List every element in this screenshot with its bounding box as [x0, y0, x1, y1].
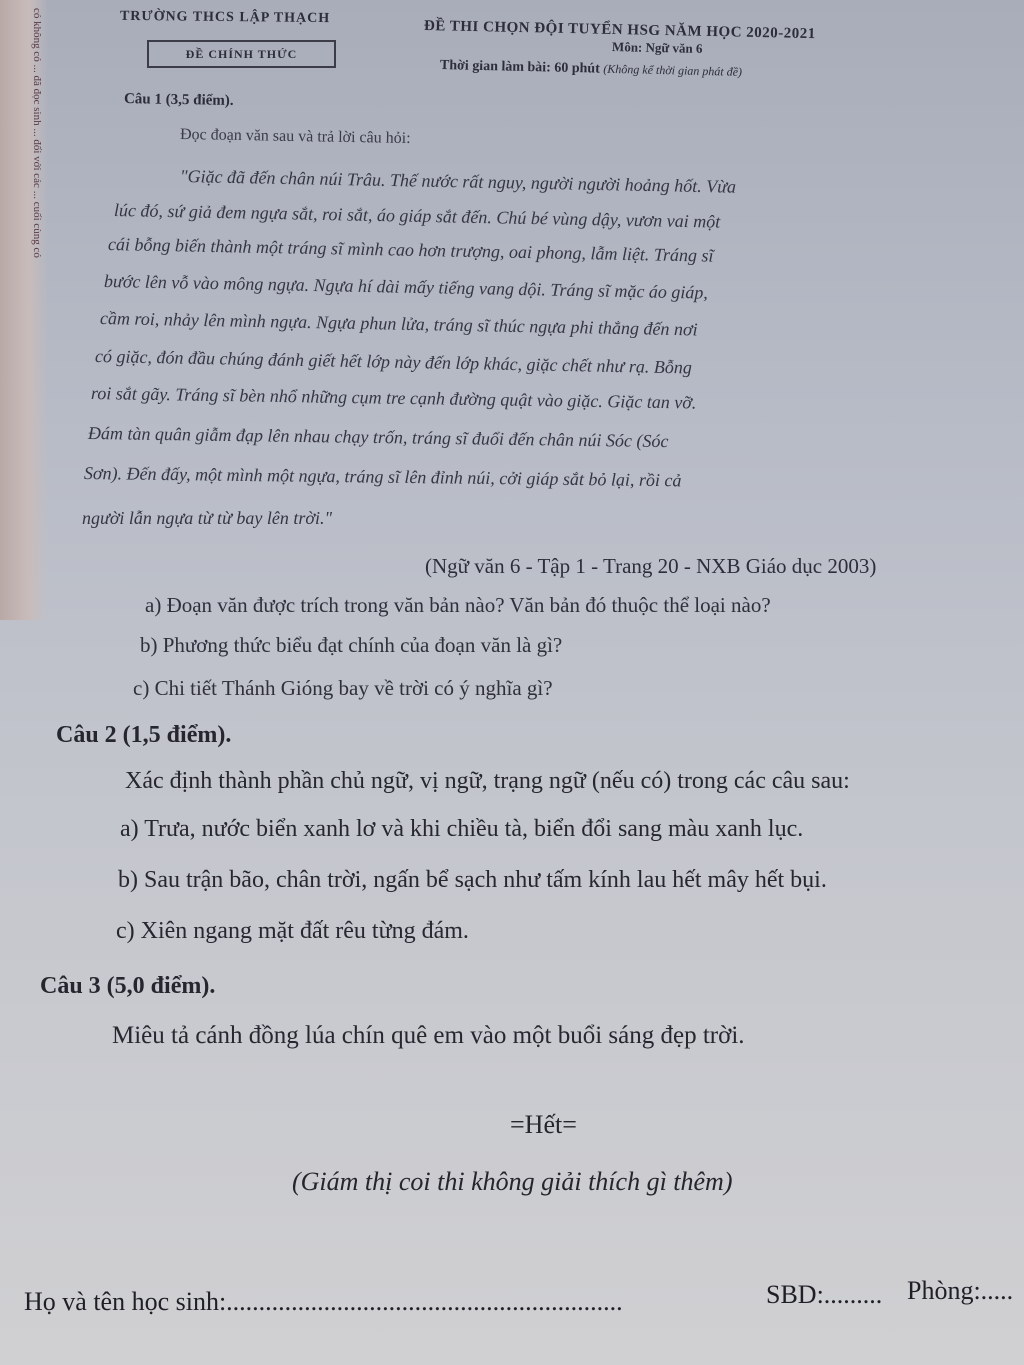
proctor-note: (Giám thị coi thi không giải thích gì thêm) — [292, 1167, 733, 1196]
room-field: Phòng:..... — [907, 1276, 1014, 1305]
end-mark: =Hết= — [510, 1110, 577, 1139]
sbd-field: SBD:......... — [766, 1280, 883, 1309]
question-2-title: Câu 2 (1,5 điểm). — [56, 722, 232, 748]
passage-line: cái bỗng biến thành một tráng sĩ mình cao hơn trượng, oai phong, lẫm liệt. Tráng sĩ — [107, 234, 714, 266]
official-badge: ĐỀ CHÍNH THỨC — [147, 40, 336, 68]
question-1-title: Câu 1 (3,5 điểm). — [123, 91, 234, 109]
passage-line: roi sắt gãy. Tráng sĩ bèn nhổ những cụm tre cạnh đường quật vào giặc. Giặc tan vỡ. — [90, 383, 697, 413]
passage-line: Sơn). Đến đấy, một mình một ngựa, tráng sĩ lên đỉnh núi, cởi giáp sắt bỏ lại, rồi cả — [83, 463, 682, 491]
time-note: (Không kể thời gian phát đề) — [603, 61, 743, 79]
passage-source: (Ngữ văn 6 - Tập 1 - Trang 20 - NXB Giáo dục 2003) — [425, 554, 877, 578]
question-2b: b) Sau trận bão, chân trời, ngấn bể sạch như tấm kính lau hết mây hết bụi. — [118, 867, 827, 893]
school-name: TRƯỜNG THCS LẬP THẠCH — [119, 8, 331, 27]
question-1c: c) Chi tiết Thánh Gióng bay về trời có ý nghĩa gì? — [133, 676, 553, 700]
passage-line: có giặc, đón đầu chúng đánh giết hết lớp này đến lớp khác, giặc chết như rạ. Bỗng — [94, 346, 693, 378]
question-2a: a) Trưa, nước biển xanh lơ và khi chiều tà, biển đổi sang màu xanh lục. — [120, 816, 804, 842]
passage-line: lúc đó, sứ giả đem ngựa sắt, roi sắt, áo giáp sắt đến. Chú bé vùng dậy, vươn vai một — [113, 200, 721, 232]
folded-page-edge — [0, 0, 48, 620]
question-3-title: Câu 3 (5,0 điểm). — [40, 973, 216, 999]
time-line — [440, 58, 742, 81]
question-2-instruction: Xác định thành phần chủ ngữ, vị ngữ, trạng ngữ (nếu có) trong các câu sau: — [125, 768, 850, 794]
question-1-intro: Đọc đoạn văn sau và trả lời câu hỏi: — [179, 125, 411, 148]
question-3-prompt: Miêu tả cánh đồng lúa chín quê em vào một buổi sáng đẹp trời. — [112, 1022, 745, 1049]
passage-line: người lẫn ngựa từ từ bay lên trời." — [82, 508, 333, 528]
passage-line: "Giặc đã đến chân núi Trâu. Thế nước rất nguy, người người hoảng hốt. Vừa — [179, 166, 737, 197]
passage-line: cầm roi, nhảy lên mình ngựa. Ngựa phun lửa, tráng sĩ thúc ngựa phi thẳng đến nơi — [99, 308, 698, 340]
student-name-field: Họ và tên học sinh:............................................................. — [24, 1287, 623, 1316]
question-1b: b) Phương thức biểu đạt chính của đoạn văn là gì? — [140, 633, 563, 657]
exam-title: ĐỀ THI CHỌN ĐỘI TUYỂN HSG NĂM HỌC 2020-2021 — [423, 18, 816, 43]
subject-line: Môn: Ngữ văn 6 — [611, 39, 703, 56]
passage-line: Đám tàn quân giẫm đạp lên nhau chạy trốn, tráng sĩ đuổi đến chân núi Sóc (Sóc — [87, 423, 669, 452]
question-2c: c) Xiên ngang mặt đất rêu từng đám. — [116, 918, 469, 944]
edge-text: có không có ... đã đọc sinh ... đối với các ... cuối cùng có — [31, 8, 43, 258]
passage-line: bước lên vỗ vào mông ngựa. Ngựa hí dài mấy tiếng vang dội. Tráng sĩ mặc áo giáp, — [103, 271, 709, 303]
question-1a: a) Đoạn văn được trích trong văn bản nào? Văn bản đó thuộc thể loại nào? — [145, 593, 771, 617]
time-main: Thời gian làm bài: 60 phút — [439, 58, 600, 77]
